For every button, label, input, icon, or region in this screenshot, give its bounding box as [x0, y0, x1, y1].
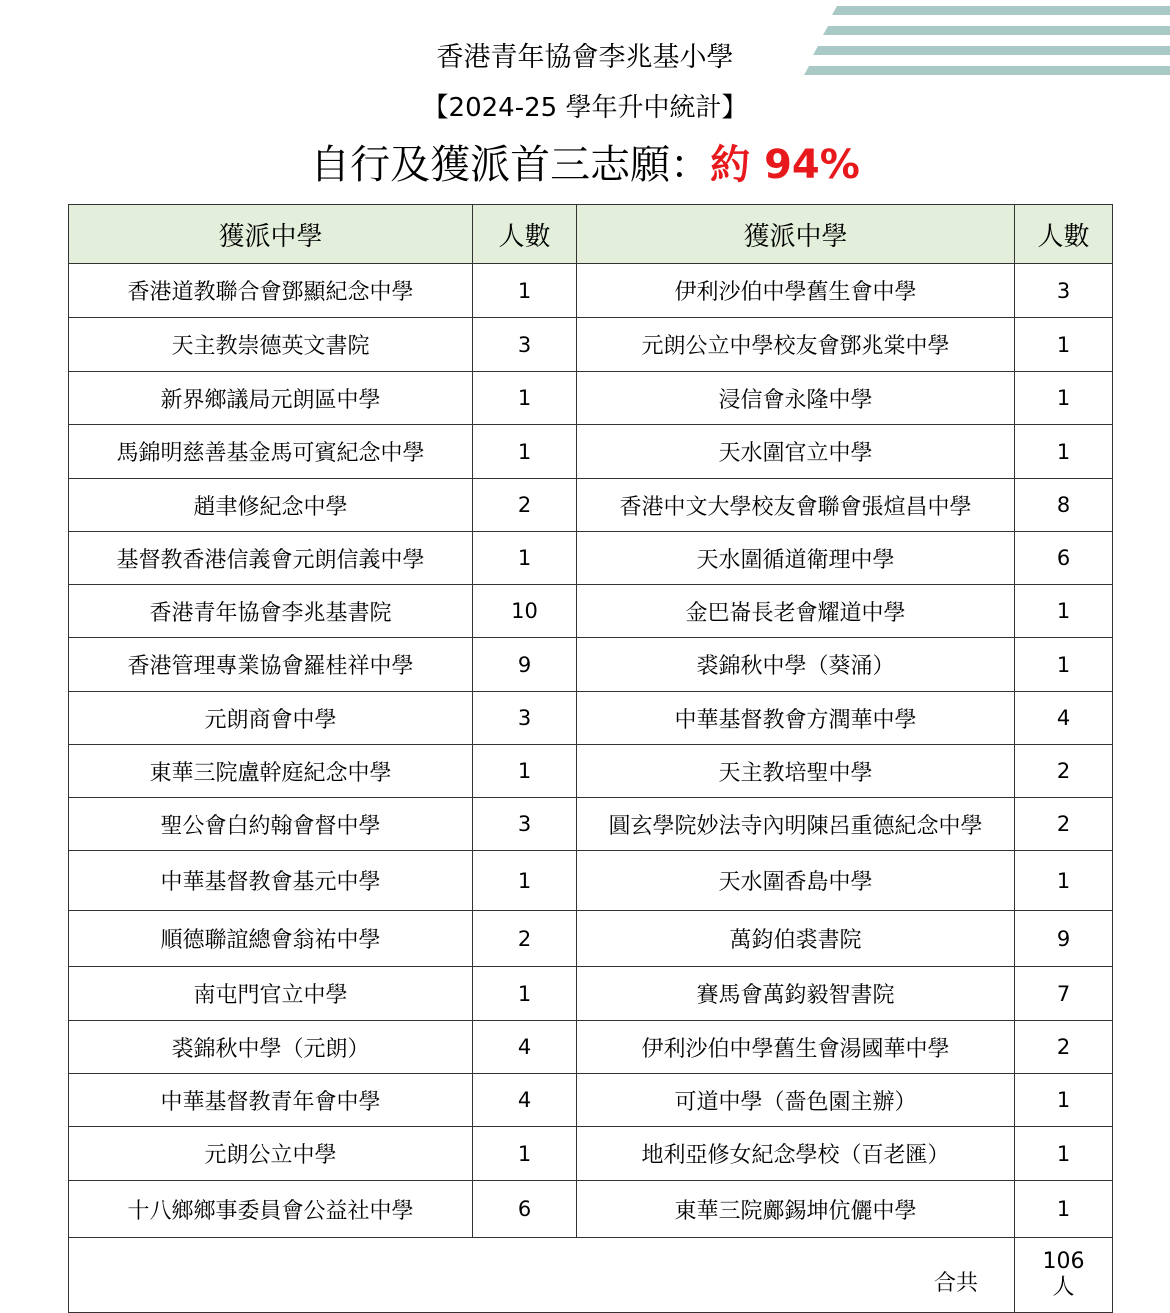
school-name-right: 賽馬會萬鈞毅智書院 — [577, 967, 1015, 1021]
school-name-right: 天水圍官立中學 — [577, 425, 1015, 479]
student-count-left: 1 — [473, 264, 577, 318]
school-name-left: 馬錦明慈善基金馬可賓紀念中學 — [69, 425, 473, 479]
school-name-left: 香港管理專業協會羅桂祥中學 — [69, 638, 473, 692]
school-name-right: 天水圍循道衛理中學 — [577, 532, 1015, 585]
school-name-left: 天主教崇德英文書院 — [69, 318, 473, 372]
student-count-right: 1 — [1015, 318, 1113, 372]
school-name-right: 元朗公立中學校友會鄧兆棠中學 — [577, 318, 1015, 372]
total-count — [1015, 1238, 1113, 1313]
student-count-right: 1 — [1015, 585, 1113, 638]
table-row — [69, 1127, 1113, 1181]
column-header-count-left: 人數 — [473, 205, 577, 264]
student-count-right: 2 — [1015, 798, 1113, 851]
student-count-left: 4 — [473, 1021, 577, 1074]
student-count-left: 3 — [473, 318, 577, 372]
table-row — [69, 1074, 1113, 1127]
student-count-right: 9 — [1015, 911, 1113, 967]
table-row — [69, 745, 1113, 798]
school-name-right: 萬鈞伯裘書院 — [577, 911, 1015, 967]
student-count-left: 3 — [473, 692, 577, 745]
school-name-right: 地利亞修女紀念學校（百老匯） — [577, 1127, 1015, 1181]
table-row — [69, 967, 1113, 1021]
total-value: 106 — [1042, 1249, 1085, 1274]
student-count-left: 1 — [473, 372, 577, 425]
school-name-right: 金巴崙長老會耀道中學 — [577, 585, 1015, 638]
school-name-right: 浸信會永隆中學 — [577, 372, 1015, 425]
student-count-left: 1 — [473, 745, 577, 798]
table-row — [69, 851, 1113, 911]
school-name-left: 新界鄉議局元朗區中學 — [69, 372, 473, 425]
column-header-count-right: 人數 — [1015, 205, 1113, 264]
column-header-school-left: 獲派中學 — [69, 205, 473, 264]
table-row — [69, 798, 1113, 851]
school-name-right: 香港中文大學校友會聯會張煊昌中學 — [577, 479, 1015, 532]
allocation-table — [68, 204, 1113, 1313]
student-count-left: 6 — [473, 1181, 577, 1238]
table-row — [69, 1021, 1113, 1074]
student-count-left: 1 — [473, 425, 577, 479]
table-row — [69, 692, 1113, 745]
school-name-right: 可道中學（嗇色園主辦） — [577, 1074, 1015, 1127]
school-name-left: 聖公會白約翰會督中學 — [69, 798, 473, 851]
student-count-left: 2 — [473, 911, 577, 967]
student-count-left: 9 — [473, 638, 577, 692]
school-name-left: 十八鄉鄉事委員會公益社中學 — [69, 1181, 473, 1238]
student-count-right: 8 — [1015, 479, 1113, 532]
student-count-left: 1 — [473, 967, 577, 1021]
table-row — [69, 479, 1113, 532]
student-count-right: 7 — [1015, 967, 1113, 1021]
student-count-right: 1 — [1015, 1074, 1113, 1127]
table-row — [69, 425, 1113, 479]
table-row — [69, 638, 1113, 692]
school-name-left: 香港青年協會李兆基書院 — [69, 585, 473, 638]
student-count-right: 2 — [1015, 1021, 1113, 1074]
student-count-right: 1 — [1015, 372, 1113, 425]
school-name-left: 趙聿修紀念中學 — [69, 479, 473, 532]
student-count-left: 4 — [473, 1074, 577, 1127]
student-count-right: 1 — [1015, 1181, 1113, 1238]
school-name-right: 天主教培聖中學 — [577, 745, 1015, 798]
student-count-left: 1 — [473, 1127, 577, 1181]
table-body — [69, 264, 1113, 1313]
school-name-left: 東華三院盧幹庭紀念中學 — [69, 745, 473, 798]
student-count-right: 1 — [1015, 851, 1113, 911]
student-count-left: 2 — [473, 479, 577, 532]
table-row — [69, 318, 1113, 372]
total-row — [69, 1238, 1113, 1313]
student-count-left: 1 — [473, 851, 577, 911]
school-name-left: 裘錦秋中學（元朗） — [69, 1021, 473, 1074]
student-count-right: 1 — [1015, 1127, 1113, 1181]
student-count-right: 3 — [1015, 264, 1113, 318]
student-count-right: 6 — [1015, 532, 1113, 585]
school-name-left: 南屯門官立中學 — [69, 967, 473, 1021]
student-count-left: 10 — [473, 585, 577, 638]
student-count-right: 4 — [1015, 692, 1113, 745]
school-name: 香港青年協會李兆基小學 — [436, 42, 734, 73]
school-name-right: 天水圍香島中學 — [577, 851, 1015, 911]
school-name-right: 圓玄學院妙法寺內明陳呂重德紀念中學 — [577, 798, 1015, 851]
column-header-school-right: 獲派中學 — [577, 205, 1015, 264]
school-name-left: 香港道教聯合會鄧顯紀念中學 — [69, 264, 473, 318]
school-name-left: 中華基督教青年會中學 — [69, 1074, 473, 1127]
table-header-row — [69, 205, 1113, 264]
table-row — [69, 264, 1113, 318]
headline-prefix: 自行及獲派首三志願： — [310, 142, 711, 188]
school-name-left: 元朗商會中學 — [69, 692, 473, 745]
headline — [0, 138, 1170, 192]
school-name-right: 裘錦秋中學（葵涌） — [577, 638, 1015, 692]
school-name-left: 元朗公立中學 — [69, 1127, 473, 1181]
school-name-left: 基督教香港信義會元朗信義中學 — [69, 532, 473, 585]
school-name-left: 順德聯誼總會翁祐中學 — [69, 911, 473, 967]
student-count-left: 3 — [473, 798, 577, 851]
table-row — [69, 372, 1113, 425]
school-name-right: 伊利沙伯中學舊生會中學 — [577, 264, 1015, 318]
table-row — [69, 532, 1113, 585]
student-count-right: 2 — [1015, 745, 1113, 798]
school-name-right: 伊利沙伯中學舊生會湯國華中學 — [577, 1021, 1015, 1074]
headline-percentage: 約 94% — [710, 142, 860, 188]
report-subtitle: 【2024-25 學年升中統計】 — [422, 93, 748, 123]
student-count-left: 1 — [473, 532, 577, 585]
student-count-right: 1 — [1015, 425, 1113, 479]
table-row — [69, 911, 1113, 967]
total-label: 合共 — [69, 1238, 1015, 1313]
table-row — [69, 585, 1113, 638]
total-unit: 人 — [1052, 1275, 1075, 1300]
school-name-right: 中華基督教會方潤華中學 — [577, 692, 1015, 745]
table-row — [69, 1181, 1113, 1238]
student-count-right: 1 — [1015, 638, 1113, 692]
school-name-left: 中華基督教會基元中學 — [69, 851, 473, 911]
school-name-right: 東華三院鄺錫坤伉儷中學 — [577, 1181, 1015, 1238]
